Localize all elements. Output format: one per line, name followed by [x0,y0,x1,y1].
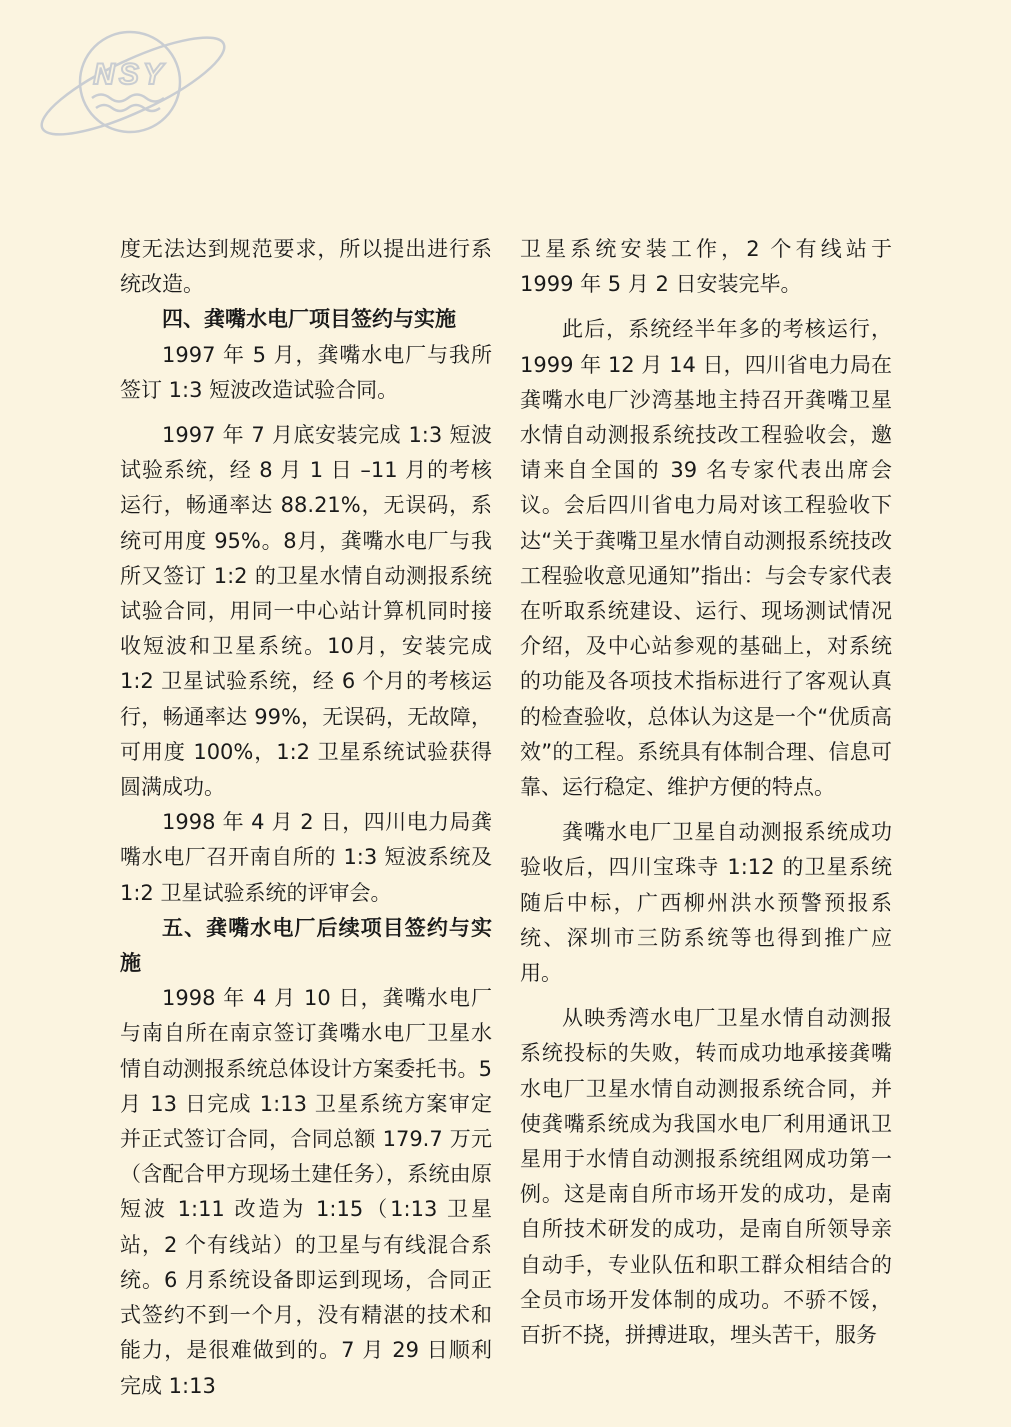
section-heading-5: 五、龚嘴水电厂后续项目签约与实施 [120,915,492,976]
paragraph: 从映秀湾水电厂卫星水情自动测报系统投标的失败，转而成功地承接龚嘴水电厂卫星水情自动测报系统合同，并使龚嘴系统成为我国水电厂利用通讯卫星用于水情自动测报系统组网成功第一例。这是南自所市场开发的成功，是南自所技术研发的成功，是南自所领导亲自动手，专业队伍和职工群众相结合的全员市场开发体制的成功。不骄不馁，百折不挠，拼搏进取，埋头苦干，服务 [520,1006,892,1348]
paragraph: 1998 年 4 月 10 日，龚嘴水电厂与南自所在南京签订龚嘴水电厂卫星水情自动测报系统总体设计方案委托书。5 月 13 日完成 1:13 卫星系统方案审定并正式签订合同，合同总额 179.7 万元（含配合甲方现场土建任务），系统由原短波 1:11 改造为 1:15（1:13 卫星站，2 个有线站）的卫星与有线混合系统。6 月系统设备即运到现场，合同正式签约不到一个月，没有精湛的技术和能力，是很难做到的。7 月 29 日顺利完成 1:13 [120,986,492,1398]
paragraph: 1997 年 7 月底安装完成 1:3 短波试验系统，经 8 月 1 日 –11 月的考核运行，畅通率达 88.21%，无误码，系统可用度 95%。8月，龚嘴水电厂与我所又签订 1:2 的卫星水情自动测报系统试验合同，用同一中心站计算机同时接收短波和卫星系统。10月，安装完成 1:2 卫星试验系统，经 6 个月的考核运行，畅通率达 99%，无误码，无故障，可用度 100%，1:2 卫星系统试验获得圆满成功。 [120,423,492,800]
left-column [120,232,492,1404]
right-column [520,232,892,1353]
paragraph: 龚嘴水电厂卫星自动测报系统成功验收后，四川宝珠寺 1:12 的卫星系统随后中标，广西柳州洪水预警预报系统、深圳市三防系统等也得到推广应用。 [520,820,892,986]
paragraph-continued: 度无法达到规范要求，所以提出进行系统改造。 [120,237,492,297]
svg-text:NSY: NSY [93,58,167,91]
nsy-logo [28,18,243,138]
section-heading-4: 四、龚嘴水电厂项目签约与实施 [162,307,456,332]
paragraph: 1998 年 4 月 2 日，四川电力局龚嘴水电厂召开南自所的 1:3 短波系统及 1:2 卫星试验系统的评审会。 [120,810,492,905]
paragraph: 此后，系统经半年多的考核运行，1999 年 12 月 14 日，四川省电力局在龚嘴水电厂沙湾基地主持召开龚嘴卫星水情自动测报系统技改工程验收会，邀请来自全国的 39 名专家代表出席会议。会后四川省电力局对该工程验收下达“关于龚嘴卫星水情自动测报系统技改工程验收意见通知”指出：与会专家代表在听取系统建设、运行、现场测试情况介绍，及中心站参观的基础上，对系统的功能及各项技术指标进行了客观认真的检查验收，总体认为这是一个“优质高效”的工程。系统具有体制合理、信息可靠、运行稳定、维护方便的特点。 [520,317,892,800]
paragraph-continued: 卫星系统安装工作，2 个有线站于 1999 年 5 月 2 日安装完毕。 [520,237,892,297]
paragraph: 1997 年 5 月，龚嘴水电厂与我所签订 1:3 短波改造试验合同。 [120,342,492,402]
